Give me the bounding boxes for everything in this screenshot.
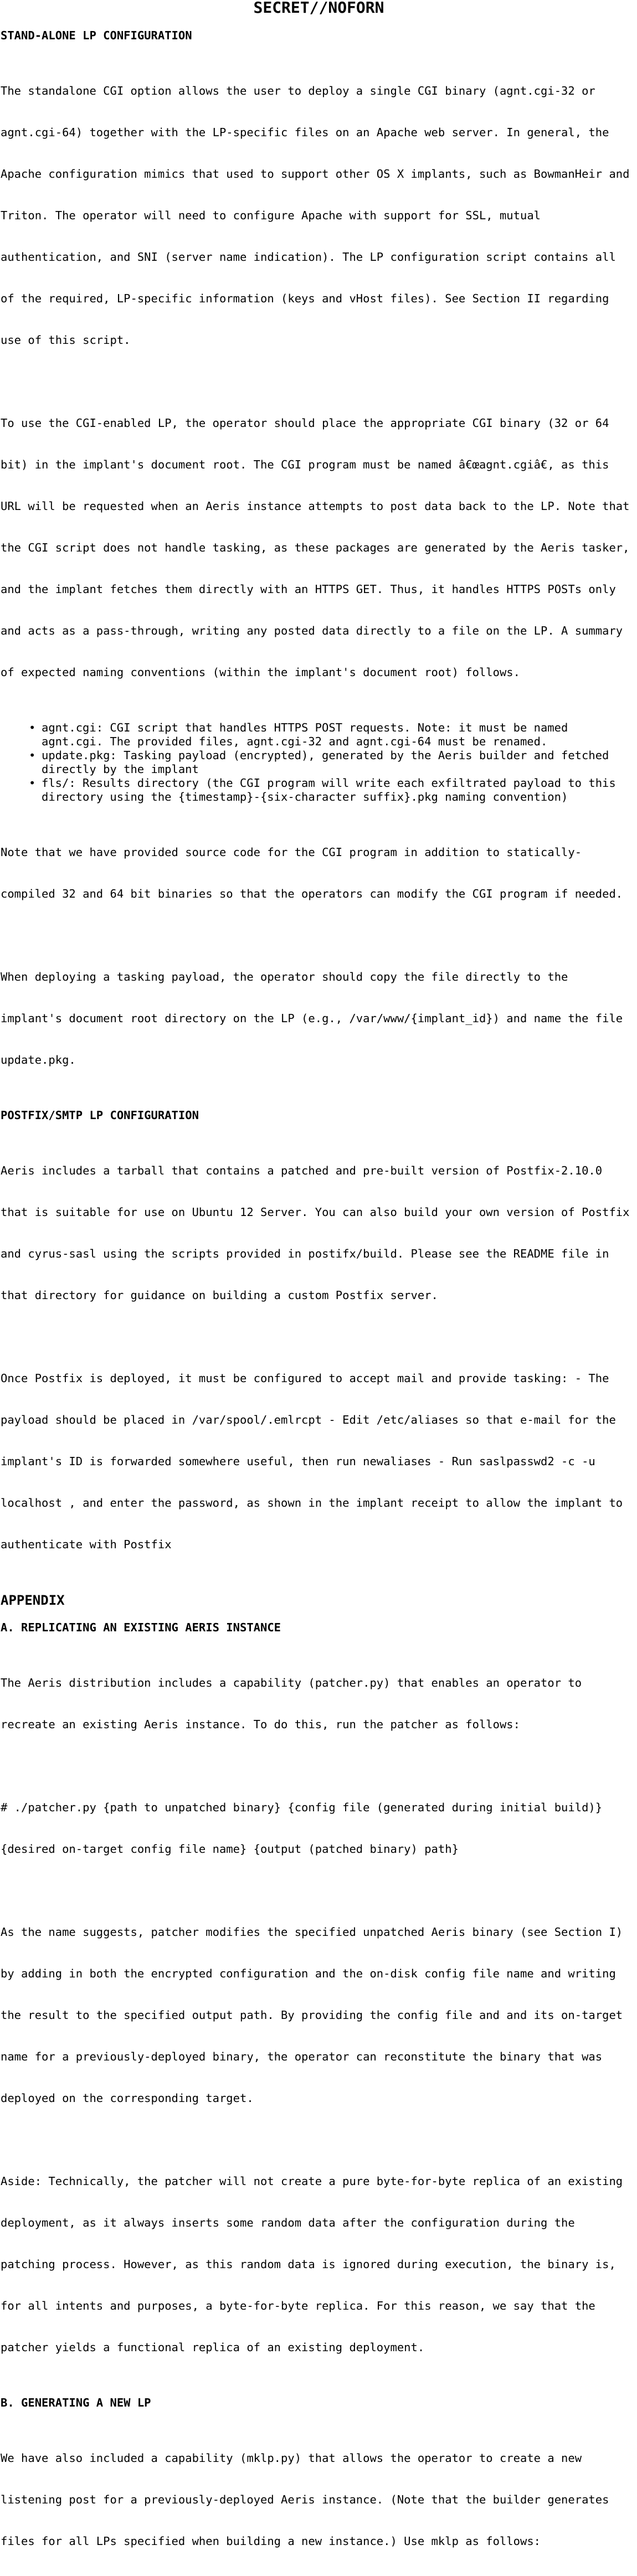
text-line: and the implant fetches them directly with an HTTPS GET. Thus, it handles HTTPS POSTs only <box>1 583 616 596</box>
text-line: authenticate with Postfix <box>1 1538 172 1551</box>
text-line: directory using the {timestamp}-{six-character suffix}.pkg naming convention) <box>42 790 568 803</box>
standalone-paragraph-2 <box>1 389 636 707</box>
text-line: Note that we have provided source code for the CGI program in addition to statically- <box>1 846 582 859</box>
text-line: We have also included a capability (mklp.py) that allows the operator to create a new <box>1 2451 582 2465</box>
list-item <box>1 749 636 776</box>
appendix-a-paragraph-1 <box>1 1648 636 1759</box>
command-line: {desired on-target config file name} {output (patched binary) path} <box>1 1842 459 1856</box>
text-line: by adding in both the encrypted configuration and the on-disk config file name and writing <box>1 1967 616 1980</box>
text-line: of expected naming conventions (within the implant's document root) follows. <box>1 666 520 679</box>
standalone-paragraph-4 <box>1 942 636 1095</box>
naming-conventions-list <box>1 721 636 804</box>
list-item <box>1 776 636 804</box>
text-line: agnt.cgi. The provided files, agnt.cgi-32 and agnt.cgi-64 must be renamed. <box>42 735 548 748</box>
text-line: name for a previously-deployed binary, the operator can reconstitute the binary that was <box>1 2050 603 2063</box>
text-line: fls/: Results directory (the CGI program will write each exfiltrated payload to this <box>42 776 616 790</box>
text-line: agnt.cgi-64) together with the LP-specific files on an Apache web server. In general, the <box>1 126 609 139</box>
text-line: To use the CGI-enabled LP, the operator should place the appropriate CGI binary (32 or 64 <box>1 416 609 430</box>
text-line: that directory for guidance on building a custom Postfix server. <box>1 1289 438 1302</box>
text-line: listening post for a previously-deployed Aeris instance. (Note that the builder generates <box>1 2493 609 2506</box>
text-line: Once Postfix is deployed, it must be configured to accept mail and provide tasking: - The <box>1 1372 609 1385</box>
text-line: deployment, as it always inserts some random data after the configuration during the <box>1 2216 575 2229</box>
text-line: agnt.cgi: CGI script that handles HTTPS POST requests. Note: it must be named <box>42 721 568 734</box>
text-line: compiled 32 and 64 bit binaries so that the operators can modify the CGI program if needed. <box>1 887 623 900</box>
text-line: Aside: Technically, the patcher will not create a pure byte-for-byte replica of an existing <box>1 2175 623 2188</box>
text-line: and acts as a pass-through, writing any posted data directly to a file on the LP. A summary <box>1 624 623 637</box>
text-line: that is suitable for use on Ubuntu 12 Server. You can also build your own version of Postfix <box>1 1205 630 1219</box>
text-line: files for all LPs specified when building a new instance.) Use mklp as follows: <box>1 2534 541 2548</box>
text-line: patching process. However, as this random data is ignored during execution, the binary is, <box>1 2258 616 2271</box>
text-line: The standalone CGI option allows the user to deploy a single CGI binary (agnt.cgi-32 or <box>1 84 595 97</box>
text-line: Aeris includes a tarball that contains a patched and pre-built version of Postfix-2.10.0 <box>1 1164 603 1177</box>
appendix-a-paragraph-3 <box>1 2147 636 2382</box>
text-line: for all intents and purposes, a byte-for-byte replica. For this reason, we say that the <box>1 2299 595 2312</box>
text-line: deployed on the corresponding target. <box>1 2091 254 2105</box>
text-line: use of this script. <box>1 333 131 347</box>
text-line: the result to the specified output path. By providing the config file and and its on-target <box>1 2008 623 2022</box>
text-line: As the name suggests, patcher modifies the specified unpatched Aeris binary (see Section I) <box>1 1925 623 1939</box>
bullet-icon: • <box>29 721 36 734</box>
postfix-paragraph-1 <box>1 1136 636 1330</box>
text-line: implant's ID is forwarded somewhere useful, then run newaliases - Run saslpasswd2 -c -u <box>1 1455 595 1468</box>
appendix-section-b-heading: B. GENERATING A NEW LP <box>1 2396 151 2409</box>
patcher-command <box>1 1773 636 1884</box>
text-line: localhost , and enter the password, as shown in the implant receipt to allow the implant to <box>1 1496 623 1509</box>
text-line: and cyrus-sasl using the scripts provided in postifx/build. Please see the README file in <box>1 1247 609 1260</box>
list-item <box>1 721 636 749</box>
command-line: # ./patcher.py {path to unpatched binary} {config file (generated during initial build)} <box>1 1801 603 1814</box>
text-line: Triton. The operator will need to configure Apache with support for SSL, mutual <box>1 209 541 222</box>
standalone-paragraph-3 <box>1 818 636 929</box>
appendix-b-paragraph-1 <box>1 2424 636 2576</box>
text-line: patcher yields a functional replica of an existing deployment. <box>1 2341 425 2354</box>
text-line: bit) in the implant's document root. The CGI program must be named â€œagnt.cgiâ€, as this <box>1 458 609 471</box>
postfix-paragraph-2 <box>1 1344 636 1579</box>
classification-banner: SECRET//NOFORN <box>253 0 384 17</box>
text-line: the CGI script does not handle tasking, as these packages are generated by the Aeris tasker, <box>1 541 630 554</box>
text-line: of the required, LP-specific information (keys and vHost files). See Section II regarding <box>1 292 609 305</box>
appendix-section-a-heading: A. REPLICATING AN EXISTING AERIS INSTANCE <box>1 1621 281 1634</box>
postfix-lp-heading: POSTFIX/SMTP LP CONFIGURATION <box>1 1109 199 1122</box>
text-line: directly by the implant <box>42 763 199 776</box>
text-line: authentication, and SNI (server name indication). The LP configuration script contains all <box>1 250 616 264</box>
text-line: When deploying a tasking payload, the operator should copy the file directly to the <box>1 970 568 983</box>
text-line: update.pkg. <box>1 1053 76 1067</box>
bullet-icon: • <box>29 749 36 762</box>
bullet-icon: • <box>29 776 36 790</box>
appendix-a-paragraph-2 <box>1 1898 636 2133</box>
standalone-paragraph-1 <box>1 56 636 375</box>
appendix-heading: APPENDIX <box>1 1593 65 1608</box>
text-line: The Aeris distribution includes a capability (patcher.py) that enables an operator to <box>1 1676 582 1689</box>
text-line: update.pkg: Tasking payload (encrypted), generated by the Aeris builder and fetched <box>42 749 609 762</box>
text-line: payload should be placed in /var/spool/.emlrcpt - Edit /etc/aliases so that e-mail for the <box>1 1413 616 1426</box>
standalone-lp-heading: STAND-ALONE LP CONFIGURATION <box>1 29 192 42</box>
text-line: URL will be requested when an Aeris instance attempts to post data back to the LP. Note that <box>1 499 630 513</box>
text-line: recreate an existing Aeris instance. To do this, run the patcher as follows: <box>1 1718 520 1731</box>
text-line: implant's document root directory on the LP (e.g., /var/www/{implant_id}) and name the file <box>1 1012 623 1025</box>
text-line: Apache configuration mimics that used to support other OS X implants, such as BowmanHeir and <box>1 167 630 181</box>
